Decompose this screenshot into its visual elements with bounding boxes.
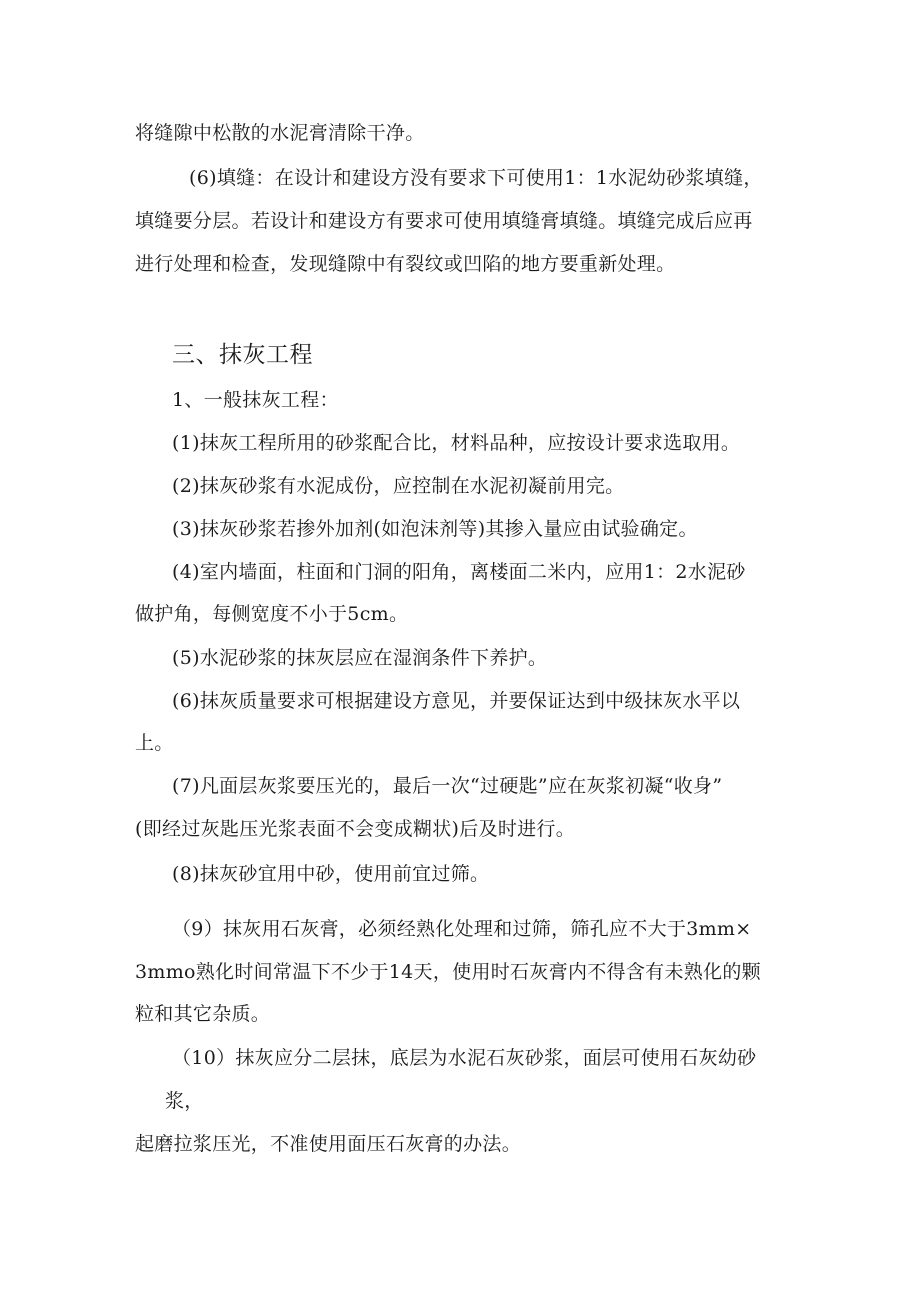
paragraph-line: 将缝隙中松散的水泥膏清除干净。 xyxy=(135,122,425,144)
paragraph-line: (4)室内墙面，柱面和门洞的阳角，离楼面二米内，应用1：2水泥砂 xyxy=(172,561,746,583)
paragraph-line: 起磨拉浆压光，不准使用面压石灰膏的办法。 xyxy=(135,1133,522,1155)
paragraph-line: 浆， xyxy=(165,1090,204,1112)
paragraph-line: (即经过灰匙压光浆表面不会变成糊状)后及时进行。 xyxy=(135,818,576,840)
paragraph-line: 填缝要分层。若设计和建设方有要求可使用填缝膏填缝。填缝完成后应再 xyxy=(135,210,753,232)
paragraph-line: (6)抹灰质量要求可根据建设方意见，并要保证达到中级抹灰水平以 xyxy=(172,690,741,712)
paragraph-line: 3mmo熟化时间常温下不少于14天，使用时石灰膏内不得含有未熟化的颗 xyxy=(135,961,761,983)
paragraph-line: 粒和其它杂质。 xyxy=(135,1003,271,1025)
paragraph-line: (6)填缝：在设计和建设方没有要求下可使用1：1水泥幼砂浆填缝， xyxy=(189,167,763,189)
paragraph-line: （10）抹灰应分二层抹，底层为水泥石灰砂浆，面层可使用石灰幼砂 xyxy=(172,1047,757,1069)
paragraph-line: （9）抹灰用石灰膏，必须经熟化处理和过筛，筛孔应不大于3mm× xyxy=(172,918,752,940)
paragraph-line: (3)抹灰砂浆若掺外加剂(如泡沫剂等)其掺入量应由试验确定。 xyxy=(172,518,698,540)
paragraph-line: (5)水泥砂浆的抹灰层应在湿润条件下养护。 xyxy=(172,647,548,669)
paragraph-line: 做护角，每侧宽度不小于5cm。 xyxy=(135,603,409,625)
paragraph-line: 上。 xyxy=(135,732,174,754)
paragraph-line: (8)抹灰砂宜用中砂，使用前宜过筛。 xyxy=(172,863,490,885)
subsection-heading: 1、一般抹灰工程： xyxy=(172,389,339,411)
paragraph-line: 进行处理和检查，发现缝隙中有裂纹或凹陷的地方要重新处理。 xyxy=(135,253,676,275)
paragraph-line: (2)抹灰砂浆有水泥成份，应控制在水泥初凝前用完。 xyxy=(172,475,625,497)
paragraph-line: (1)抹灰工程所用的砂浆配合比，材料品种，应按设计要求选取用。 xyxy=(172,432,741,454)
paragraph-line: (7)凡面层灰浆要压光的，最后一次“过硬匙”应在灰浆初凝“收身” xyxy=(172,775,723,797)
section-heading: 三、抹灰工程 xyxy=(172,342,313,368)
